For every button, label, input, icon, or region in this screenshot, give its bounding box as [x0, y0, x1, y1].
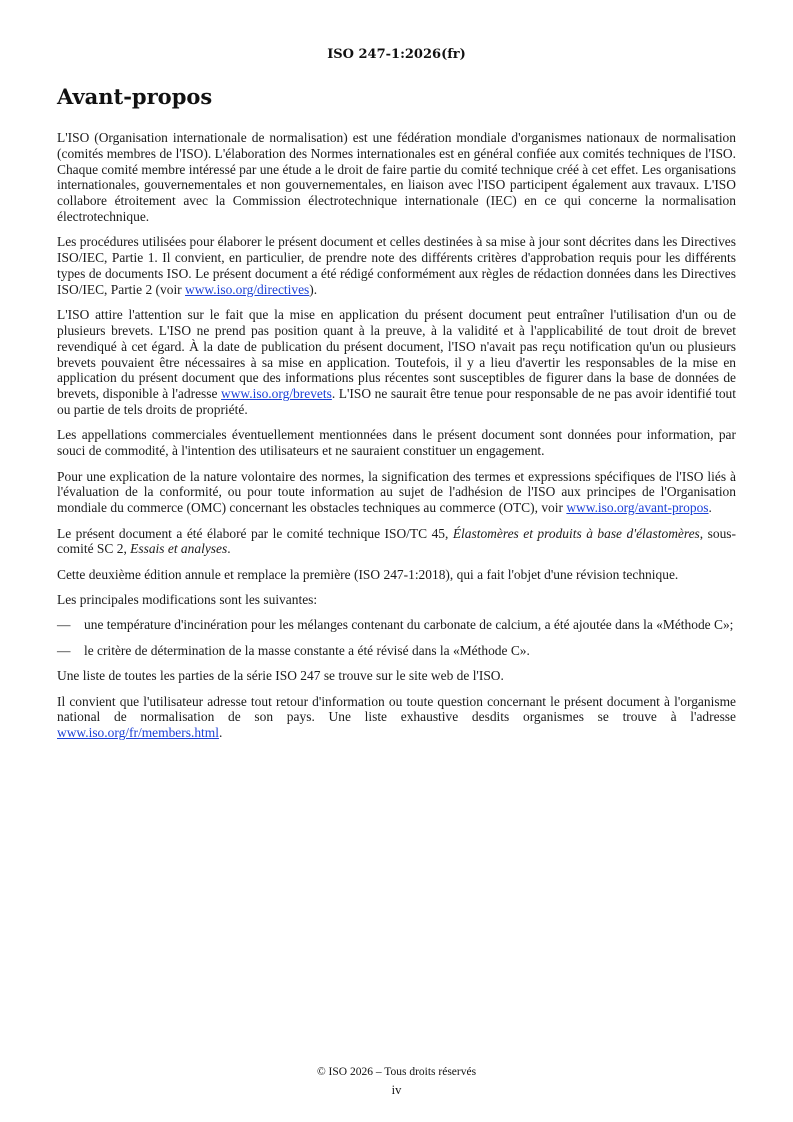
page-title: Avant-propos [57, 84, 213, 109]
paragraph-changes-intro: Les principales modifications sont les suivantes: [57, 592, 318, 608]
link-members[interactable]: www.iso.org/fr/members.html [57, 725, 219, 741]
link-directives[interactable]: www.iso.org/directives [185, 281, 310, 297]
paragraph-edition: Cette deuxième édition annule et remplace la première (ISO 247-1:2018), qui a fait l'objet d'une révision technique. [57, 566, 679, 582]
paragraph-trade-names: Les appellations commerciales éventuellement mentionnées dans le présent document sont données pour information, par souci de commodité, à l'intention des utilisateurs et ne sauraient constituer un engagement. [57, 427, 736, 459]
copyright-footer: © ISO 2026 – Tous droits réservés [316, 1066, 477, 1078]
paragraph-iso-intro: L'ISO (Organisation internationale de normalisation) est une fédération mondiale d'organismes nationaux de normalisation (comités membres de l'ISO). L'élaboration des Normes internationales est en général confiée aux comités techniques de l'ISO. Chaque comité membre intéressé par une étude a le droit de faire partie du comité technique créé à cet effet. Les organisations internationales, gouvernementales et non gouvernementales, en liaison avec l'ISO participent également aux travaux. L'ISO collabore étroitement avec la Commission électrotechnique internationale (IEC) en ce qui concerne la normalisation électrotechnique. [57, 130, 736, 224]
changes-list [57, 617, 736, 658]
document-body [57, 130, 736, 751]
link-avant-propos[interactable]: www.iso.org/avant-propos [566, 500, 709, 516]
link-brevets[interactable]: www.iso.org/brevets [221, 386, 332, 402]
paragraph-patents: L'ISO attire l'attention sur le fait que la mise en application du présent document peut entraîner l'utilisation d'un ou de plusieurs brevets. L'ISO ne prend pas position quant à la preuve, à la validité et à l'applicabilité de tout droit de brevet revendiqué à cet égard. À la date de publication du présent document, l'ISO n'avait pas reçu notification qu'un ou plusieurs brevets pouvaient être nécessaires à sa mise en application. Toutefois, il y a lieu d'avertir les responsables de la mise en application du présent document que des informations plus récentes sont susceptibles de figurer dans la base de données de brevets, disponible à l'adresse www.iso.org/brevets. L'ISO ne saurait être tenue pour responsable de ne pas avoir identifié tout ou partie de tels droits de propriété. [57, 307, 736, 417]
paragraph-procedures: Les procédures utilisées pour élaborer le présent document et celles destinées à sa mise à jour sont décrites dans les Directives ISO/IEC, Partie 1. Il convient, en particulier, de prendre note des différents critères d'approbation requis pour les différents types de documents ISO. Le présent document a été rédigé conformément aux règles de rédaction données dans les Directives ISO/IEC, Partie 2 (voir www.iso.org/directives). [57, 234, 736, 297]
paragraph-committee: Le présent document a été élaboré par le comité technique ISO/TC 45, Élastomères et produits à base d'élastomères, sous-comité SC 2, Essais et analyses. [57, 525, 737, 557]
list-item: — le critère de détermination de la masse constante a été révisé dans la «Méthode C». [57, 642, 530, 658]
paragraph-series-list: Une liste de toutes les parties de la série ISO 247 se trouve sur le site web de l'ISO. [57, 668, 504, 684]
page-number: iv [391, 1083, 402, 1097]
list-item: — une température d'incinération pour les mélanges contenant du carbonate de calcium, a été ajoutée dans la «Méthode C»; [57, 617, 734, 633]
paragraph-feedback: Il convient que l'utilisateur adresse tout retour d'information ou toute question concernant le présent document à l'organisme national de normalisation de son pays. Une liste exhaustive desdits organismes se trouve à l'adresse www.iso.org/fr/members.html. [57, 693, 736, 741]
paragraph-voluntary-nature: Pour une explication de la nature volontaire des normes, la signification des termes et expressions spécifiques de l'ISO liés à l'évaluation de la conformité, ou pour toute information au sujet de l'adhésion de l'ISO aux principes de l'Organisation mondiale du commerce (OMC) concernant les obstacles techniques au commerce (OTC), voir www.iso.org/avant-propos. [57, 468, 736, 516]
document-header: ISO 247-1:2026(fr) [327, 47, 466, 62]
